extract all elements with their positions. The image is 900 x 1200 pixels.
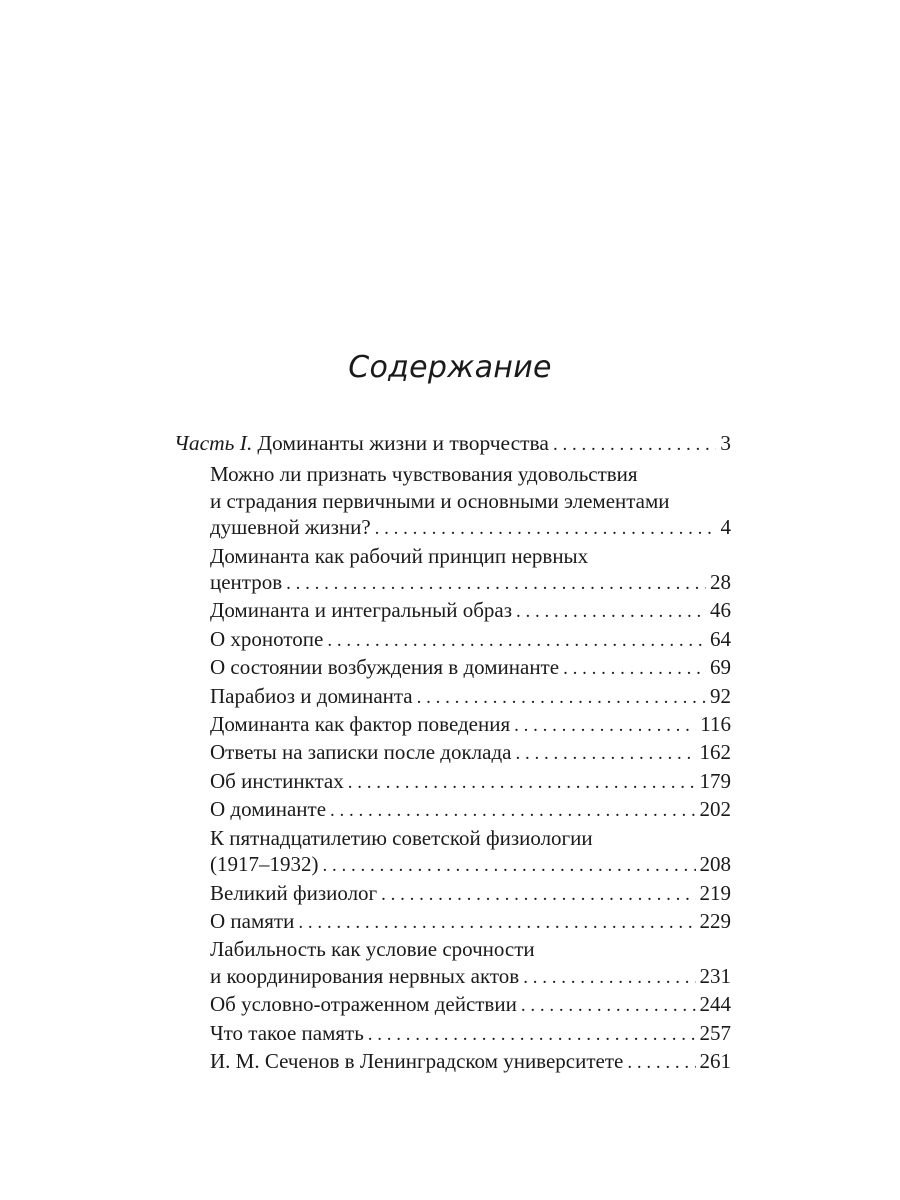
dot-leader [375, 516, 717, 542]
toc-entry[interactable] [210, 711, 731, 739]
toc-entry-page-number: 46 [710, 598, 731, 623]
toc-entry-page-number: 208 [699, 852, 731, 877]
part-label: Часть I. [174, 431, 253, 455]
toc-entry-last-line [210, 597, 731, 625]
toc-entry-last-line [210, 768, 731, 796]
toc-entry-page-number: 231 [699, 963, 731, 988]
toc-entry[interactable] [210, 597, 731, 625]
toc-entry-title: Доминанта и интегральный образ [210, 598, 513, 623]
toc-entry[interactable] [210, 936, 731, 991]
part-title: Доминанты жизни и творчества [257, 431, 549, 455]
toc-entry[interactable] [210, 1020, 731, 1048]
toc-entry-last-line [210, 626, 731, 654]
toc-entry-title: Об условно-отраженном действии [210, 992, 517, 1017]
toc-entry-last-line [210, 851, 731, 879]
toc-entry-title: (1917–1932) [210, 852, 319, 877]
toc-entry-last-line [210, 683, 731, 711]
toc-entry-page-number: 229 [699, 908, 731, 933]
toc-entry-title-line: Доминанта как рабочий принцип нервных [210, 543, 589, 568]
toc-entry-title: Доминанта как фактор поведения [210, 712, 511, 737]
toc-entry-page-number: 69 [710, 655, 731, 680]
toc-entry[interactable] [210, 654, 731, 682]
toc-entry-title: О памяти [210, 908, 295, 933]
dot-leader [515, 741, 695, 767]
toc-entry-page-number: 92 [710, 683, 731, 708]
dot-leader [368, 1022, 696, 1048]
dot-leader [563, 656, 706, 682]
toc-entry-page-number: 219 [699, 880, 731, 905]
dot-leader [327, 628, 706, 654]
dot-leader [323, 853, 696, 879]
toc-entry-title: и координирования нервных актов [210, 963, 520, 988]
toc-entry[interactable] [210, 825, 731, 880]
toc-entry[interactable] [210, 461, 731, 542]
toc-entry[interactable] [210, 739, 731, 767]
toc-entry-page-number: 179 [699, 768, 731, 793]
part-page-number: 3 [720, 431, 731, 455]
toc-entry-title: Об инстинктах [210, 768, 344, 793]
toc-entry-title-line: и страдания первичными и основными элементами [210, 488, 670, 513]
toc-entry[interactable] [210, 543, 731, 598]
toc-entry-title: Парабиоз и доминанта [210, 683, 413, 708]
toc-entry-last-line [210, 711, 731, 739]
dot-leader [627, 1050, 695, 1076]
toc-entry-last-line [210, 908, 731, 936]
toc-entry-last-line [210, 739, 731, 767]
toc-entry-page-number: 162 [699, 740, 731, 765]
toc-entry-page-number: 4 [720, 515, 731, 540]
toc-entry-title: центров [210, 570, 283, 595]
toc-entry-last-line [210, 654, 731, 682]
toc-entry-title-line: К пятнадцатилетию советской физиологии [210, 825, 593, 850]
toc-entry-title: Ответы на записки после доклада [210, 740, 512, 765]
toc-entry-page-number: 244 [699, 992, 731, 1017]
dot-leader [521, 993, 696, 1019]
toc-entry-page-number: 64 [710, 626, 731, 651]
dot-leader [417, 685, 706, 711]
toc-entry-page-number: 116 [700, 712, 731, 737]
dot-leader [286, 571, 706, 597]
toc-entry-last-line [210, 963, 731, 991]
toc-entry-title: О доминанте [210, 797, 327, 822]
toc-entry[interactable] [210, 796, 731, 824]
toc-entry-title: Что такое память [210, 1020, 364, 1045]
dot-leader [553, 432, 716, 458]
toc-entry[interactable] [210, 1048, 731, 1076]
dot-leader [348, 770, 696, 796]
toc-entry[interactable] [210, 626, 731, 654]
table-of-contents [174, 430, 731, 1076]
toc-entry-title: душевной жизни? [210, 515, 371, 540]
toc-entry[interactable] [210, 880, 731, 908]
dot-leader [516, 599, 706, 625]
toc-entry-page-number: 202 [699, 797, 731, 822]
dot-leader [381, 882, 695, 908]
toc-entry-last-line [210, 991, 731, 1019]
dot-leader [514, 713, 696, 739]
toc-part-heading[interactable] [174, 430, 731, 458]
toc-entry[interactable] [210, 908, 731, 936]
toc-entry-last-line [210, 1020, 731, 1048]
toc-entry-last-line [210, 880, 731, 908]
toc-entry-title-line: Можно ли признать чувствования удовольствия [210, 462, 638, 487]
toc-entry-title-line: Лабильность как условие срочности [210, 937, 535, 962]
dot-leader [298, 910, 695, 936]
toc-entries [174, 461, 731, 1076]
page-title: Содержание [348, 350, 552, 385]
toc-entry-last-line [210, 796, 731, 824]
toc-entry-page-number: 257 [699, 1020, 731, 1045]
toc-entry-title: Великий физиолог [210, 880, 378, 905]
toc-entry[interactable] [210, 991, 731, 1019]
dot-leader [330, 798, 695, 824]
toc-entry-last-line [210, 1048, 731, 1076]
toc-entry-title: О состоянии возбуждения в доминанте [210, 655, 560, 680]
toc-entry[interactable] [210, 683, 731, 711]
toc-entry-title: И. М. Сеченов в Ленинградском университете [210, 1048, 624, 1073]
toc-entry-last-line [210, 569, 731, 597]
toc-entry-page-number: 28 [710, 570, 731, 595]
toc-entry-title: О хронотопе [210, 626, 324, 651]
toc-entry-page-number: 261 [699, 1048, 731, 1073]
toc-entry[interactable] [210, 768, 731, 796]
toc-entry-last-line [210, 514, 731, 542]
dot-leader [523, 965, 695, 991]
